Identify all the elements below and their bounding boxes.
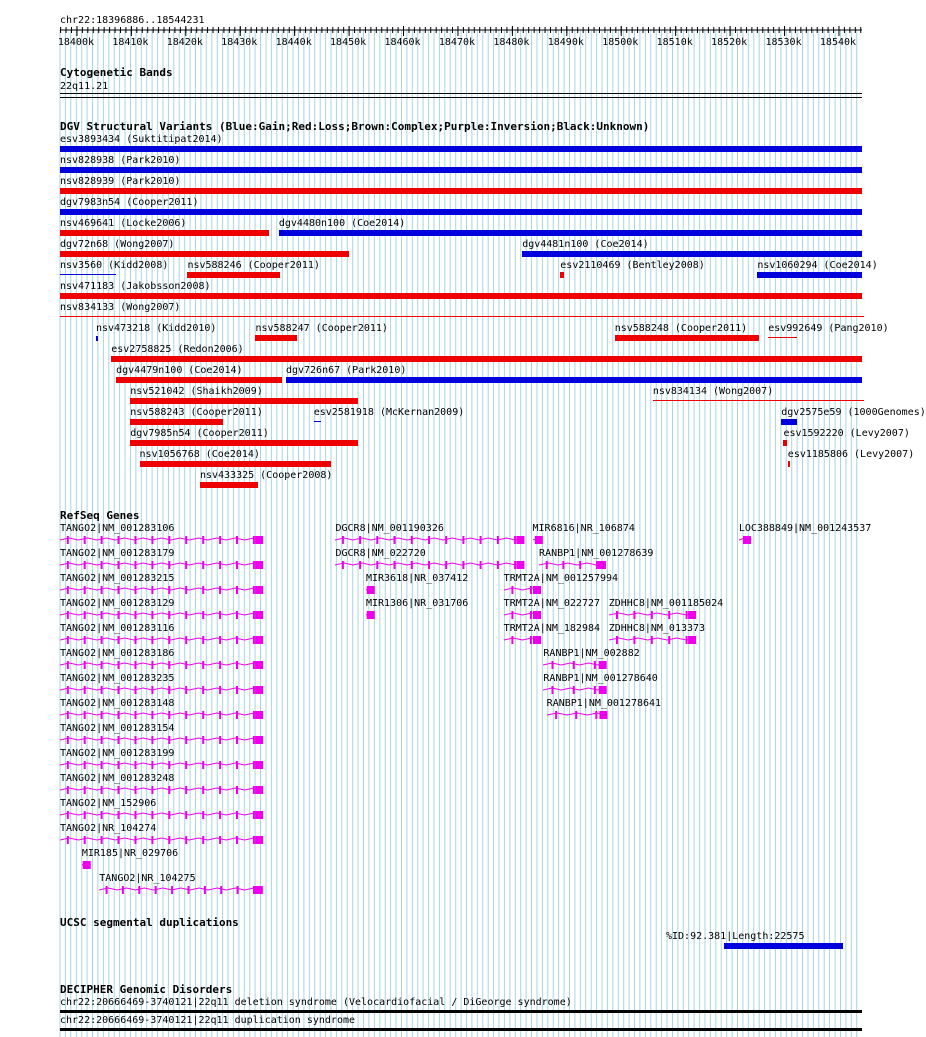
gene-label: TANGO2|NM_001283179: [60, 548, 175, 559]
dgv-variant-label: nsv834133 (Wong2007): [60, 302, 181, 313]
gene-model[interactable]: [543, 684, 607, 698]
gene-label: TRMT2A|NM_182984: [503, 623, 600, 634]
dgv-variant-label: nsv1056768 (Coe2014): [139, 449, 260, 460]
segdup-label: %ID:92.381|Length:22575: [666, 931, 805, 942]
gene-model[interactable]: [366, 584, 375, 598]
cytoband-label: 22q11.21: [60, 81, 109, 92]
ruler-tick-label: 18450k: [330, 37, 367, 48]
dgv-variant-bar[interactable]: [255, 335, 296, 341]
cytoband-bar-bottom: [60, 97, 862, 98]
dgv-variant-label: dgv4481n100 (Coe2014): [522, 239, 649, 250]
dgv-variant-bar[interactable]: [314, 421, 321, 422]
gene-model[interactable]: [335, 559, 524, 573]
gene-label: TRMT2A|NM_001257994: [503, 573, 619, 584]
dgv-variant-bar[interactable]: [187, 272, 280, 278]
gene-label: RANBP1|NM_001278640: [543, 673, 658, 684]
dgv-variant-label: esv992649 (Pang2010): [768, 323, 889, 334]
decipher-item-label: chr22:20666469-3740121|22q11 duplication syndrome: [60, 1015, 356, 1026]
ruler-tick-label: 18430k: [221, 37, 258, 48]
dgv-variant-label: nsv588248 (Cooper2011): [614, 323, 748, 334]
gene-label: TANGO2|NM_001283116: [60, 623, 175, 634]
track-title-decipher[interactable]: DECIPHER Genomic Disorders: [60, 983, 233, 996]
dgv-variant-label: nsv1060294 (Coe2014): [757, 260, 878, 271]
gene-label: TANGO2|NM_152906: [60, 798, 157, 809]
dgv-variant-bar[interactable]: [111, 356, 862, 362]
ruler-tick-label: 18490k: [547, 37, 584, 48]
gene-model[interactable]: [82, 859, 91, 873]
ruler-tick-label: 18400k: [57, 37, 95, 48]
dgv-variant-bar[interactable]: [286, 377, 862, 383]
dgv-variant-bar[interactable]: [60, 146, 862, 152]
gene-label: TANGO2|NM_001283154: [60, 723, 175, 734]
ruler-tick-label: 18460k: [384, 37, 421, 48]
gene-model[interactable]: [60, 784, 263, 798]
track-title-dgv[interactable]: DGV Structural Variants (Blue:Gain;Red:Loss;Brown:Complex;Purple:Inversion;Black:Unknown): [60, 120, 650, 133]
gene-model[interactable]: [547, 709, 607, 723]
gene-model[interactable]: [60, 809, 263, 823]
dgv-variant-label: esv3893434 (Suktitipat2014): [60, 134, 223, 145]
dgv-variant-label: dgv7983n54 (Cooper2011): [60, 197, 199, 208]
gene-model[interactable]: [504, 584, 541, 598]
cytoband-bar[interactable]: [60, 93, 862, 94]
dgv-variant-label: nsv3560 (Kidd2008): [60, 260, 169, 271]
dgv-variant-bar[interactable]: [60, 230, 269, 236]
dgv-variant-bar[interactable]: [783, 440, 786, 446]
gene-label: ZDHHC8|NM_013373: [608, 623, 706, 634]
dgv-variant-bar[interactable]: [60, 188, 862, 194]
gene-model[interactable]: [60, 534, 263, 548]
ruler-tick-label: 18520k: [711, 37, 748, 48]
gene-label: TANGO2|NM_001283129: [60, 598, 175, 609]
dgv-variant-label: nsv433325 (Cooper2008): [199, 470, 333, 481]
dgv-variant-bar[interactable]: [522, 251, 862, 257]
ruler-tick-label: 18500k: [602, 37, 639, 48]
gene-model[interactable]: [366, 609, 375, 623]
dgv-variant-bar[interactable]: [781, 419, 797, 425]
dgv-variant-bar[interactable]: [560, 272, 564, 278]
gene-label: TANGO2|NM_001283106: [60, 523, 175, 534]
gene-model[interactable]: [60, 584, 263, 598]
dgv-variant-bar[interactable]: [116, 377, 281, 383]
gene-label: ZDHHC8|NM_001185024: [608, 598, 724, 609]
gene-label: TANGO2|NM_001283215: [60, 573, 175, 584]
dgv-variant-label: esv1185806 (Levy2007): [787, 449, 915, 460]
gene-label: MIR1306|NR_031706: [365, 598, 469, 609]
dgv-variant-bar[interactable]: [130, 398, 358, 404]
gene-model[interactable]: [60, 659, 263, 673]
gene-label: TANGO2|NM_001283148: [60, 698, 175, 709]
dgv-variant-bar[interactable]: [615, 335, 759, 341]
dgv-variant-bar[interactable]: [60, 167, 862, 173]
ruler: [0, 26, 890, 48]
gene-label: TRMT2A|NM_022727: [503, 598, 600, 609]
dgv-variant-label: esv2758825 (Redon2006): [111, 344, 244, 355]
dgv-variant-label: nsv588243 (Cooper2011): [130, 407, 263, 418]
gene-label: TANGO2|NR_104275: [99, 873, 196, 884]
dgv-variant-bar[interactable]: [60, 274, 116, 275]
dgv-variant-label: esv2110469 (Bentley2008): [560, 260, 705, 271]
ruler-tick-label: 18480k: [493, 37, 530, 48]
dgv-variant-label: nsv834134 (Wong2007): [652, 386, 774, 397]
gene-model[interactable]: [335, 534, 524, 548]
gene-model[interactable]: [739, 534, 751, 548]
decipher-feature-deletion[interactable]: [60, 1010, 862, 1013]
ruler-tick-label: 18510k: [656, 37, 693, 48]
gene-label: TANGO2|NM_001283199: [60, 748, 175, 759]
dgv-variant-label: nsv588246 (Cooper2011): [187, 260, 320, 271]
gene-model[interactable]: [609, 634, 696, 648]
dgv-variant-label: nsv473218 (Kidd2010): [96, 323, 217, 334]
dgv-variant-label: esv2581918 (McKernan2009): [313, 407, 465, 418]
dgv-variant-label: nsv828939 (Park2010): [60, 176, 181, 187]
gene-label: TANGO2|NM_001283186: [60, 648, 175, 659]
dgv-variant-label: dgv4480n100 (Coe2014): [278, 218, 406, 229]
gene-model[interactable]: [504, 634, 541, 648]
ruler-tick-label: 18410k: [112, 37, 149, 48]
dgv-variant-label: dgv72n68 (Wong2007): [60, 239, 175, 250]
gene-model[interactable]: [539, 559, 606, 573]
dgv-variant-bar[interactable]: [140, 461, 331, 467]
ruler-tick-label: 18540k: [819, 37, 857, 48]
gene-label: TANGO2|NR_104274: [60, 823, 157, 834]
ruler-tick-label: 18530k: [765, 37, 802, 48]
dgv-variant-label: nsv471183 (Jakobsson2008): [60, 281, 211, 292]
decipher-feature-duplication[interactable]: [60, 1028, 862, 1031]
gene-label: RANBP1|NM_001278641: [546, 698, 662, 709]
track-title-cytogenetic-bands[interactable]: Cytogenetic Bands: [60, 66, 173, 79]
region-label: chr22:18396886..18544231: [60, 15, 205, 26]
dgv-variant-bar[interactable]: [200, 482, 258, 488]
dgv-variant-label: dgv4479n100 (Coe2014): [116, 365, 243, 376]
gene-model[interactable]: [60, 684, 263, 698]
dgv-variant-bar[interactable]: [653, 400, 864, 401]
gene-label: DGCR8|NM_022720: [335, 548, 426, 559]
ruler-tick-label: 18470k: [438, 37, 476, 48]
dgv-variant-label: nsv469641 (Locke2006): [60, 218, 187, 229]
dgv-variant-label: dgv2575e59 (1000Genomes): [781, 407, 926, 418]
gene-model[interactable]: [99, 884, 263, 898]
dgv-variant-label: nsv521042 (Shaikh2009): [130, 386, 263, 397]
gene-label: TANGO2|NM_001283235: [60, 673, 175, 684]
gene-model[interactable]: [60, 609, 263, 623]
segdup-feature[interactable]: [724, 943, 844, 949]
dgv-variant-bar[interactable]: [60, 293, 862, 299]
dgv-variant-bar[interactable]: [768, 337, 797, 338]
gene-model[interactable]: [504, 609, 541, 623]
gene-label: MIR185|NR_029706: [81, 848, 179, 859]
gene-model[interactable]: [60, 734, 263, 748]
dgv-variant-bar[interactable]: [60, 209, 862, 215]
gene-label: RANBP1|NM_002882: [543, 648, 640, 659]
dgv-variant-bar[interactable]: [130, 440, 358, 446]
dgv-variant-bar[interactable]: [788, 461, 790, 467]
gene-label: RANBP1|NM_001278639: [539, 548, 654, 559]
dgv-variant-label: nsv588247 (Cooper2011): [255, 323, 388, 334]
gene-model[interactable]: [60, 709, 263, 723]
dgv-variant-bar[interactable]: [130, 419, 223, 425]
gene-model[interactable]: [60, 834, 263, 848]
gene-model[interactable]: [609, 609, 696, 623]
dgv-variant-label: esv1592220 (Levy2007): [783, 428, 910, 439]
gene-label: DGCR8|NM_001190326: [335, 523, 444, 534]
ruler-tick-label: 18440k: [275, 37, 312, 48]
dgv-variant-bar[interactable]: [60, 316, 864, 317]
gene-model[interactable]: [533, 534, 543, 548]
gene-label: LOC388849|NM_001243537: [738, 523, 872, 534]
decipher-item-label: chr22:20666469-3740121|22q11 deletion syndrome (Velocardiofacial / DiGeorge syndrome): [60, 997, 572, 1008]
gene-label: TANGO2|NM_001283248: [60, 773, 175, 784]
dgv-variant-bar[interactable]: [757, 272, 862, 278]
gene-label: MIR3618|NR_037412: [365, 573, 469, 584]
dgv-variant-label: dgv7985n54 (Cooper2011): [130, 428, 269, 439]
dgv-variant-bar[interactable]: [279, 230, 862, 236]
dgv-variant-label: nsv828938 (Park2010): [60, 155, 181, 166]
gene-label: MIR6816|NR_106874: [532, 523, 635, 534]
ruler-tick-label: 18420k: [166, 37, 203, 48]
track-title-segmental-duplications[interactable]: UCSC segmental duplications: [60, 916, 239, 929]
gene-model[interactable]: [60, 759, 263, 773]
dgv-variant-bar[interactable]: [96, 336, 98, 341]
dgv-variant-bar[interactable]: [60, 251, 349, 257]
dgv-variant-label: dgv726n67 (Park2010): [285, 365, 407, 376]
track-title-refseq-genes[interactable]: RefSeq Genes: [60, 509, 140, 522]
gene-model[interactable]: [60, 559, 263, 573]
gene-model[interactable]: [543, 659, 607, 673]
gene-model[interactable]: [60, 634, 263, 648]
